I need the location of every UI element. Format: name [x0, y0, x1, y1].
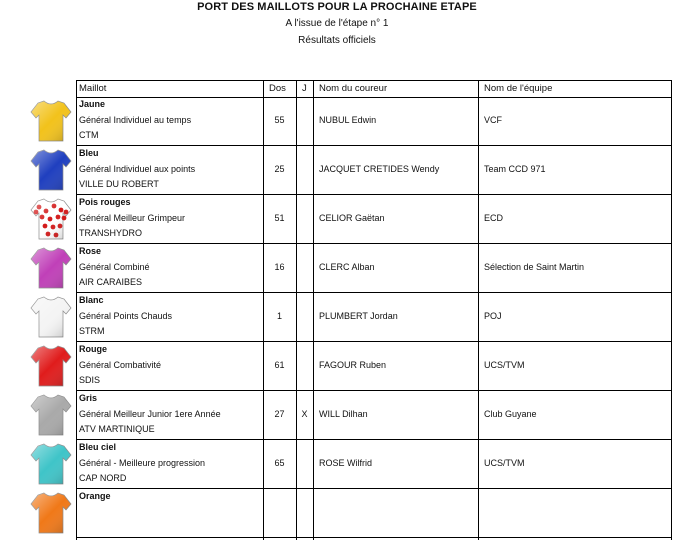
rider-name: CLERC Alban	[319, 262, 375, 272]
jersey-icon	[30, 197, 72, 241]
jersey-color: Bleu	[79, 148, 99, 158]
table-row	[76, 146, 672, 195]
column-divider	[478, 80, 479, 540]
classification: Général Combiné	[79, 262, 150, 272]
jersey-color: Bleu ciel	[79, 442, 117, 452]
column-divider	[671, 80, 672, 540]
table-header	[76, 80, 672, 98]
team-name: ECD	[484, 213, 504, 223]
classification: Général Combativité	[79, 360, 162, 370]
jersey-icon	[30, 246, 72, 290]
rider-name: FAGOUR Ruben	[319, 360, 387, 370]
jersey-icon	[30, 393, 72, 437]
column-divider	[313, 80, 314, 540]
table-row	[76, 195, 672, 244]
jersey-icon	[30, 442, 72, 486]
rider-name: JACQUET CRETIDES Wendy	[319, 164, 440, 174]
classification: Général Meilleur Junior 1ere Année	[79, 409, 221, 419]
bib-number: 27	[274, 409, 285, 419]
jersey-icon	[30, 344, 72, 388]
bib-number: 55	[274, 115, 285, 125]
jersey-color: Orange	[79, 491, 111, 501]
team-name: Club Guyane	[484, 409, 537, 419]
classification: Général Individuel au temps	[79, 115, 192, 125]
rider-name: CELIOR Gaëtan	[319, 213, 385, 223]
sponsor: AIR CARAIBES	[79, 277, 143, 287]
team-name: Sélection de Saint Martin	[484, 262, 585, 272]
rider-name: WILL Dilhan	[319, 409, 368, 419]
column-divider	[263, 80, 264, 540]
table-row	[76, 391, 672, 440]
header-rider: Nom du coureur	[319, 83, 388, 94]
bib-number: 61	[274, 360, 285, 370]
jersey-icon	[30, 148, 72, 192]
jersey-color: Gris	[79, 393, 98, 403]
table-row	[76, 440, 672, 489]
jersey-color: Jaune	[79, 99, 106, 109]
bib-number: 51	[274, 213, 285, 223]
jersey-icon	[30, 99, 72, 143]
header-team: Nom de l'équipe	[484, 83, 553, 94]
classification: Général Meilleur Grimpeur	[79, 213, 186, 223]
jersey-color: Blanc	[79, 295, 104, 305]
sponsor: SDIS	[79, 375, 101, 385]
junior-flag: X	[301, 409, 308, 419]
jersey-table	[76, 80, 672, 540]
rider-name: PLUMBERT Jordan	[319, 311, 398, 321]
header-maillot: Maillot	[79, 83, 107, 94]
classification: Général Points Chauds	[79, 311, 173, 321]
bib-number: 25	[274, 164, 285, 174]
header-dos: Dos	[269, 83, 286, 94]
jersey-icon	[30, 491, 72, 535]
column-divider	[296, 80, 297, 540]
column-divider	[76, 80, 77, 540]
jersey-icon	[30, 295, 72, 339]
bib-number: 1	[276, 311, 282, 321]
page-title: PORT DES MAILLOTS POUR LA PROCHAINE ETAPE	[197, 1, 477, 13]
jersey-color: Rouge	[79, 344, 107, 354]
sponsor: CAP NORD	[79, 473, 127, 483]
rider-name: NUBUL Edwin	[319, 115, 377, 125]
sponsor: TRANSHYDRO	[79, 228, 143, 238]
table-row	[76, 489, 672, 538]
sponsor: CTM	[79, 130, 99, 140]
bib-number: 16	[274, 262, 285, 272]
sponsor: VILLE DU ROBERT	[79, 179, 159, 189]
rider-name: ROSE Wilfrid	[319, 458, 373, 468]
team-name: VCF	[484, 115, 502, 125]
team-name: UCS/TVM	[484, 458, 525, 468]
sponsor: STRM	[79, 326, 105, 336]
header-j: J	[302, 83, 307, 94]
team-name: POJ	[484, 311, 502, 321]
sponsor: ATV MARTINIQUE	[79, 424, 155, 434]
classification: Général Individuel aux points	[79, 164, 196, 174]
results-status: Résultats officiels	[298, 35, 376, 46]
table-row	[76, 97, 672, 146]
jersey-color: Pois rouges	[79, 197, 131, 207]
table-row	[76, 293, 672, 342]
bib-number: 65	[274, 458, 285, 468]
jersey-color: Rose	[79, 246, 102, 256]
table-row	[76, 244, 672, 293]
classification: Général - Meilleure progression	[79, 458, 206, 468]
stage-subtitle: A l'issue de l'étape n° 1	[285, 18, 389, 29]
team-name: UCS/TVM	[484, 360, 525, 370]
table-row	[76, 342, 672, 391]
team-name: Team CCD 971	[484, 164, 546, 174]
